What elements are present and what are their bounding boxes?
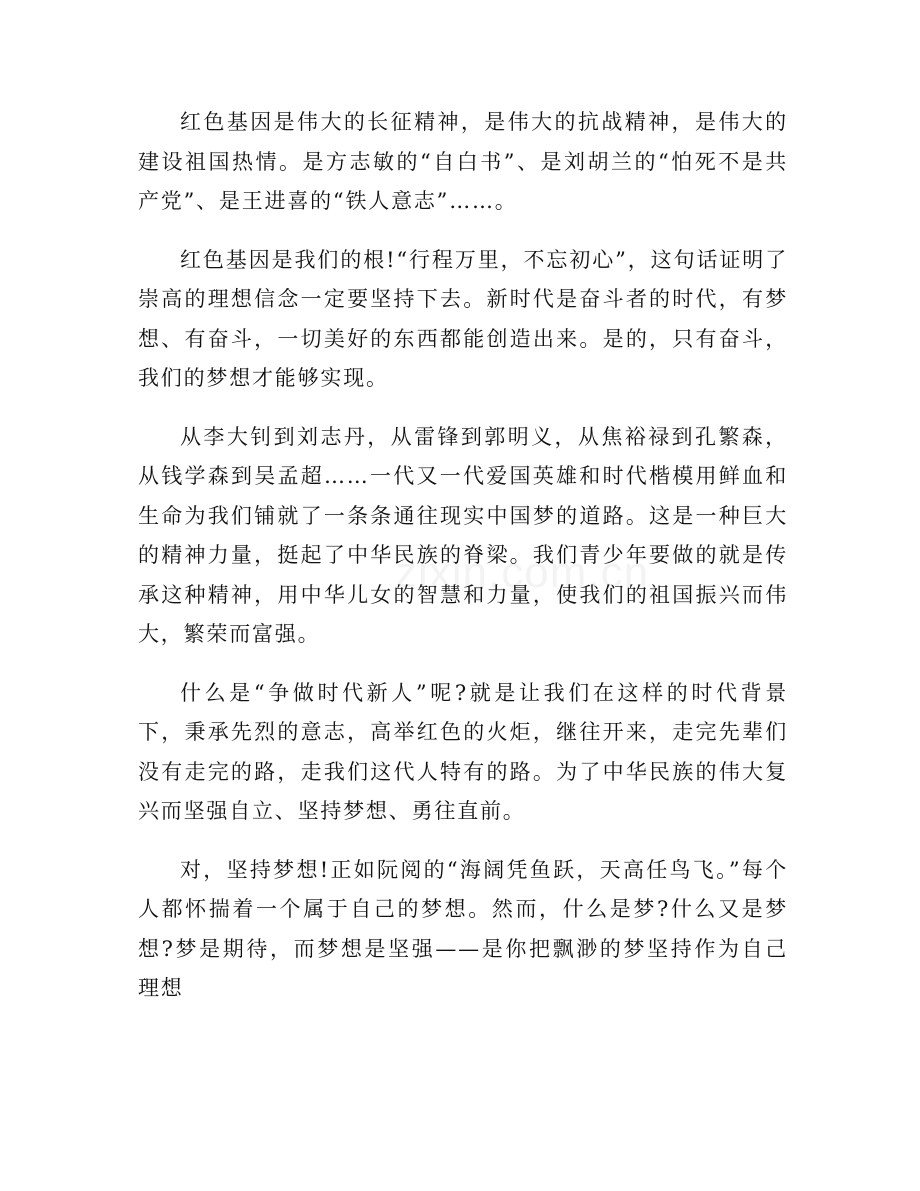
paragraph-heroes: 从李大钊到刘志丹，从雷锋到郭明义，从焦裕禄到孔繁森，从钱学森到吴孟超……一代又一代爱国英雄和时代楷模用鲜血和生命为我们铺就了一条条通往现实中国梦的道路。这是一种巨大的精神力量，挺起了中华民族的脊梁。我们青少年要做的就是传承这种精神，用中华儿女的智慧和力量，使我们的祖国振兴而伟大，繁荣而富强。 [138, 424, 788, 646]
paragraph-red-gene-spirit: 红色基因是伟大的长征精神，是伟大的抗战精神，是伟大的建设祖国热情。是方志敏的“自白书”、是刘胡兰的“怕死不是共产党”、是王进喜的“铁人意志”……。 [138, 110, 788, 213]
paragraph-red-gene-root: 红色基因是我们的根!“行程万里，不忘初心”，这句话证明了崇高的理想信念一定要坚持下去。新时代是奋斗者的时代，有梦想、有奋斗，一切美好的东西都能创造出来。是的，只有奋斗，我们的梦想才能够实现。 [138, 247, 788, 390]
paragraph-persist-dream: 对，坚持梦想!正如阮阅的“海阔凭鱼跃，天高任鸟飞。”每个人都怀揣着一个属于自己的梦想。然而，什么是梦?什么又是梦想?梦是期待，而梦想是坚强——是你把飘渺的梦坚持作为自己理想 [138, 857, 788, 1000]
document-body [138, 103, 788, 1028]
paragraph-new-era-person: 什么是“争做时代新人”呢?就是让我们在这样的时代背景下，秉承先烈的意志，高举红色的火炬，继往开来，走完先辈们没有走完的路，走我们这代人特有的路。为了中华民族的伟大复兴而坚强自立、坚持梦想、勇往直前。 [138, 680, 788, 823]
